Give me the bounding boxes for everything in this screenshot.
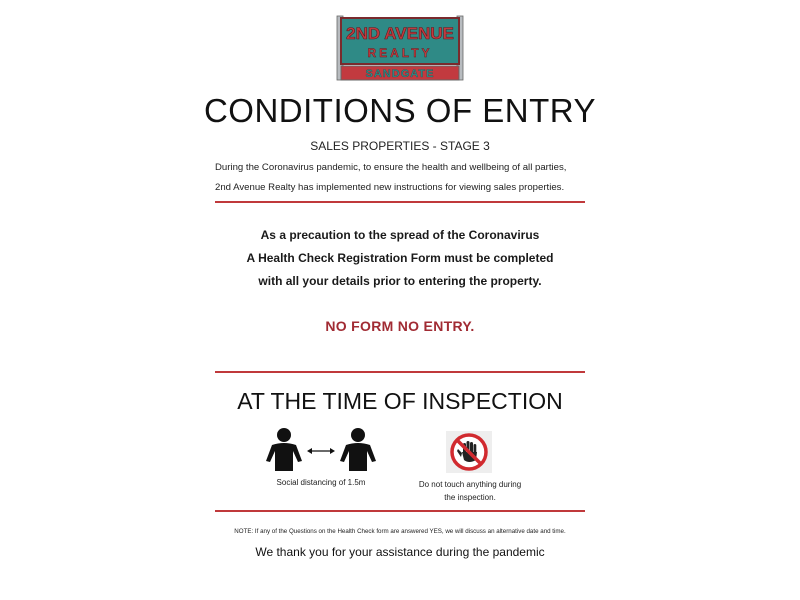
- precaution-line: A Health Check Registration Form must be completed: [246, 251, 554, 265]
- note-text: NOTE: If any of the Questions on the Health Check form are answered YES, we will discuss an alternative date and time.: [234, 528, 566, 535]
- social-distancing-icon: [262, 427, 380, 473]
- svg-text:2ND AVENUE: 2ND AVENUE: [346, 24, 454, 43]
- distancing-caption: Social distancing of 1.5m: [276, 478, 366, 487]
- divider: [215, 201, 585, 203]
- subtitle: SALES PROPERTIES - STAGE 3: [310, 139, 490, 153]
- inspection-heading: AT THE TIME OF INSPECTION: [237, 388, 563, 414]
- intro-line: During the Coronavirus pandemic, to ensure the health and wellbeing of all parties,: [215, 162, 567, 173]
- no-touch-icon: [446, 431, 492, 473]
- intro-line: 2nd Avenue Realty has implemented new instructions for viewing sales properties.: [215, 182, 565, 193]
- precaution-line: As a precaution to the spread of the Coronavirus: [260, 228, 540, 242]
- divider: [215, 371, 585, 373]
- no-form-warning: NO FORM NO ENTRY.: [325, 318, 475, 334]
- thanks-text: We thank you for your assistance during the pandemic: [255, 545, 545, 559]
- svg-text:REALTY: REALTY: [367, 46, 433, 60]
- svg-text:SANDGATE: SANDGATE: [365, 68, 435, 80]
- no-touch-caption-line: the inspection.: [444, 493, 496, 502]
- precaution-line: with all your details prior to entering the property.: [258, 274, 542, 288]
- no-touch-caption-line: Do not touch anything during: [418, 480, 522, 489]
- company-logo: [333, 12, 467, 84]
- no-touch-caption: [400, 478, 540, 504]
- page-title: CONDITIONS OF ENTRY: [203, 92, 597, 129]
- divider: [215, 510, 585, 512]
